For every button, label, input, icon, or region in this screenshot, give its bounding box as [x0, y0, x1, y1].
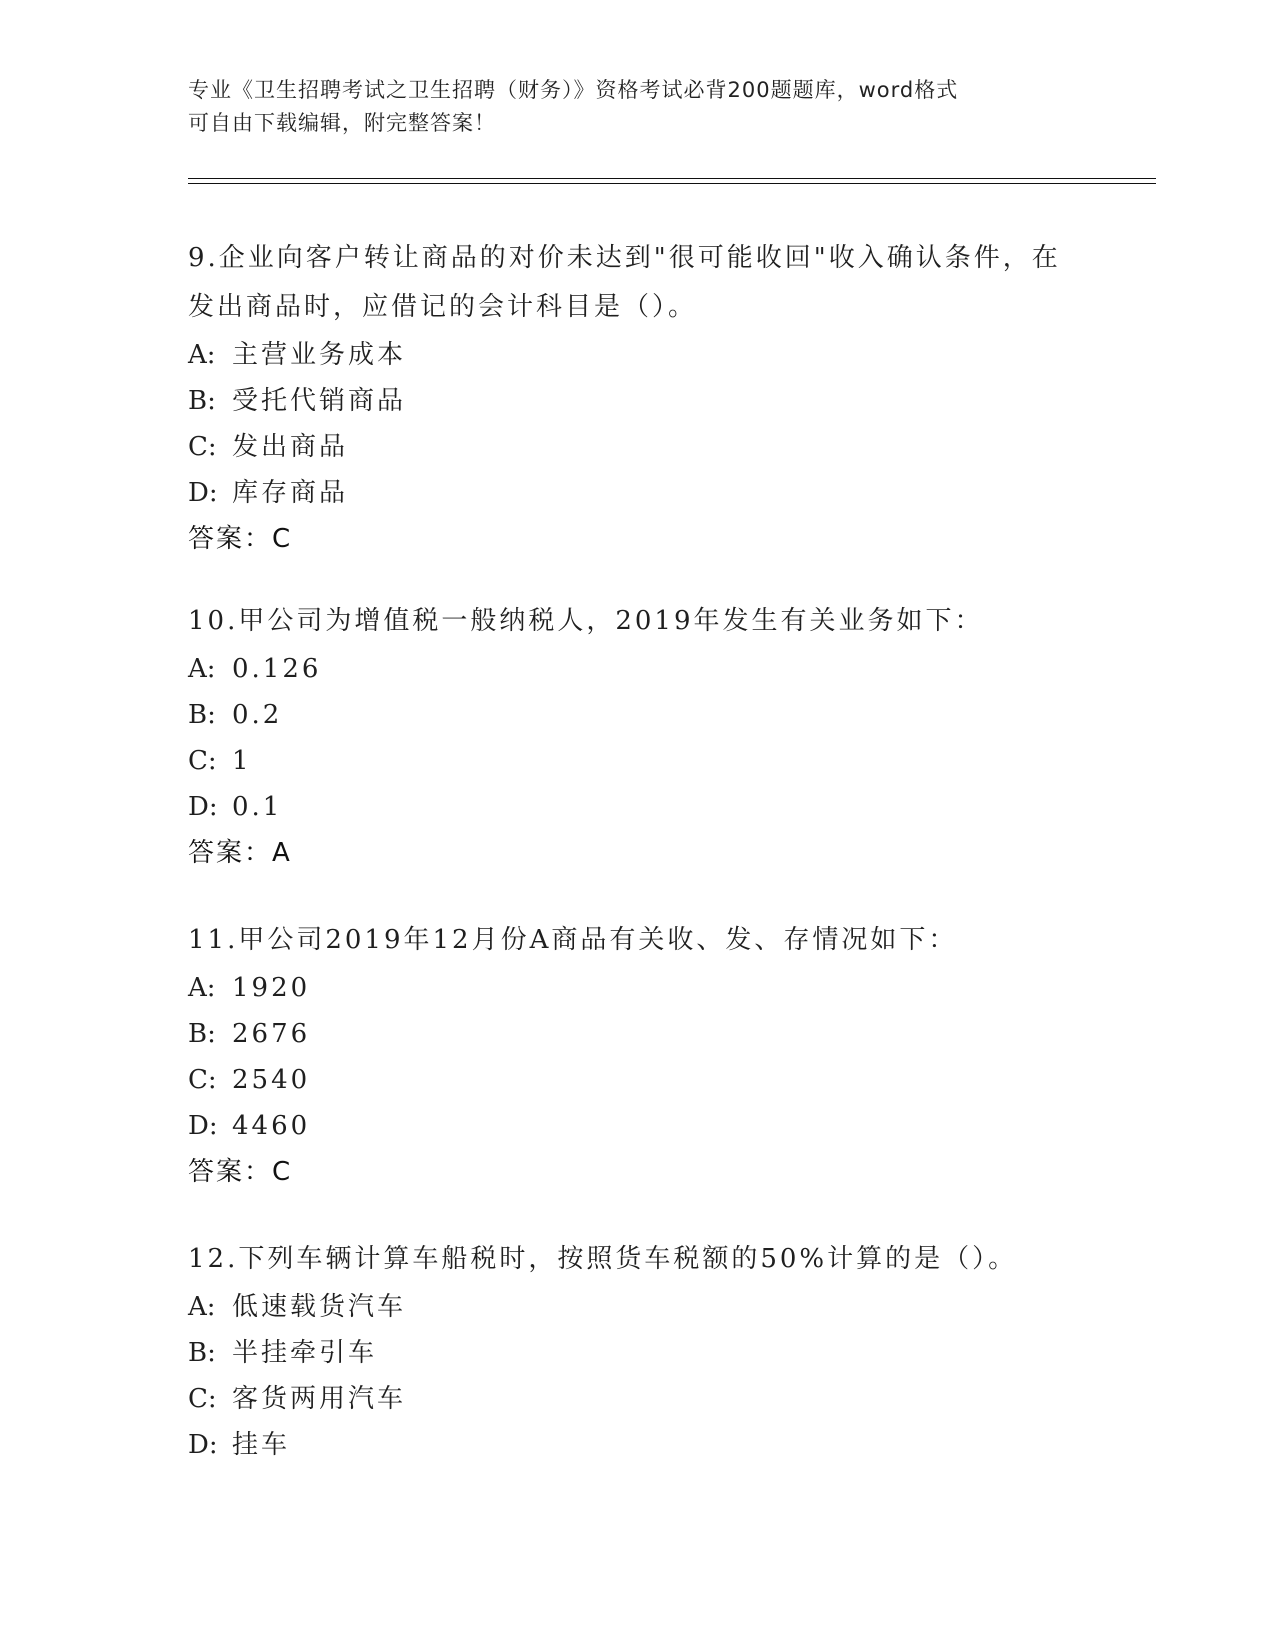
option-key: A:: [188, 1292, 216, 1322]
option-text: 客货两用汽车: [232, 1384, 407, 1414]
question-stem: [188, 234, 1088, 332]
option-text: 0.126: [232, 654, 322, 684]
option-key: C:: [188, 1065, 217, 1095]
option-key: C:: [188, 432, 217, 462]
question-9: [188, 234, 1088, 562]
option-c: [188, 1057, 1088, 1103]
option-text: 1920: [232, 973, 311, 1003]
option-d: [188, 1103, 1088, 1149]
option-text: 1: [232, 746, 252, 776]
question-stem-line: 12.下列车辆计算车船税时，按照货车税额的50%计算的是（）。: [188, 1244, 1018, 1274]
header-title-line-2: 可自由下载编辑，附完整答案！: [188, 111, 496, 135]
header-title-line-1: 专业《卫生招聘考试之卫生招聘（财务）》资格考试必背200题题库，word格式: [188, 78, 959, 102]
option-key: B:: [188, 700, 216, 730]
option-text: 2676: [232, 1019, 311, 1049]
option-text: 受托代销商品: [232, 386, 407, 416]
option-a: [188, 1284, 1088, 1330]
header-divider-bottom: [188, 183, 1156, 184]
option-text: 发出商品: [232, 432, 349, 462]
question-stem: [188, 597, 1088, 646]
question-stem-line: 11.甲公司2019年12月份A商品有关收、发、存情况如下：: [188, 925, 958, 955]
option-b: [188, 378, 1088, 424]
answer-line: 答案：A: [188, 838, 292, 868]
option-text: 0.2: [232, 700, 283, 730]
question-stem-line: 10.甲公司为增值税一般纳税人，2019年发生有关业务如下：: [188, 606, 984, 636]
option-c: [188, 1376, 1088, 1422]
option-text: 0.1: [232, 792, 283, 822]
question-stem: [188, 916, 1088, 965]
option-key: B:: [188, 386, 216, 416]
option-d: [188, 1422, 1088, 1468]
option-key: B:: [188, 1019, 216, 1049]
option-key: A:: [188, 654, 216, 684]
option-d: [188, 784, 1088, 830]
option-a: [188, 965, 1088, 1011]
question-12: [188, 1235, 1088, 1468]
option-text: 2540: [232, 1065, 311, 1095]
option-text: 低速载货汽车: [232, 1292, 407, 1322]
option-b: [188, 692, 1088, 738]
option-key: D:: [188, 792, 218, 822]
option-key: D:: [188, 1430, 218, 1460]
option-key: A:: [188, 340, 216, 370]
option-a: [188, 646, 1088, 692]
option-key: C:: [188, 746, 217, 776]
question-stem-line: 9.企业向客户转让商品的对价未达到"很可能收回"收入确认条件，在: [188, 243, 1061, 273]
option-text: 主营业务成本: [232, 340, 407, 370]
option-b: [188, 1011, 1088, 1057]
option-text: 半挂牵引车: [232, 1338, 378, 1368]
option-d: [188, 470, 1088, 516]
option-b: [188, 1330, 1088, 1376]
option-key: C:: [188, 1384, 217, 1414]
option-text: 挂车: [232, 1430, 291, 1460]
option-text: 库存商品: [232, 478, 349, 508]
question-10: [188, 597, 1088, 876]
option-key: A:: [188, 973, 216, 1003]
document-header: [188, 74, 1088, 140]
question-stem-line: 发出商品时，应借记的会计科目是（）。: [188, 292, 698, 322]
option-c: [188, 738, 1088, 784]
option-a: [188, 332, 1088, 378]
option-key: D:: [188, 1111, 218, 1141]
option-c: [188, 424, 1088, 470]
header-divider-top: [188, 178, 1156, 179]
option-key: D:: [188, 478, 218, 508]
option-text: 4460: [232, 1111, 311, 1141]
option-key: B:: [188, 1338, 216, 1368]
answer-line: 答案：C: [188, 524, 293, 554]
question-stem: [188, 1235, 1088, 1284]
answer-line: 答案：C: [188, 1157, 293, 1187]
question-11: [188, 916, 1088, 1195]
